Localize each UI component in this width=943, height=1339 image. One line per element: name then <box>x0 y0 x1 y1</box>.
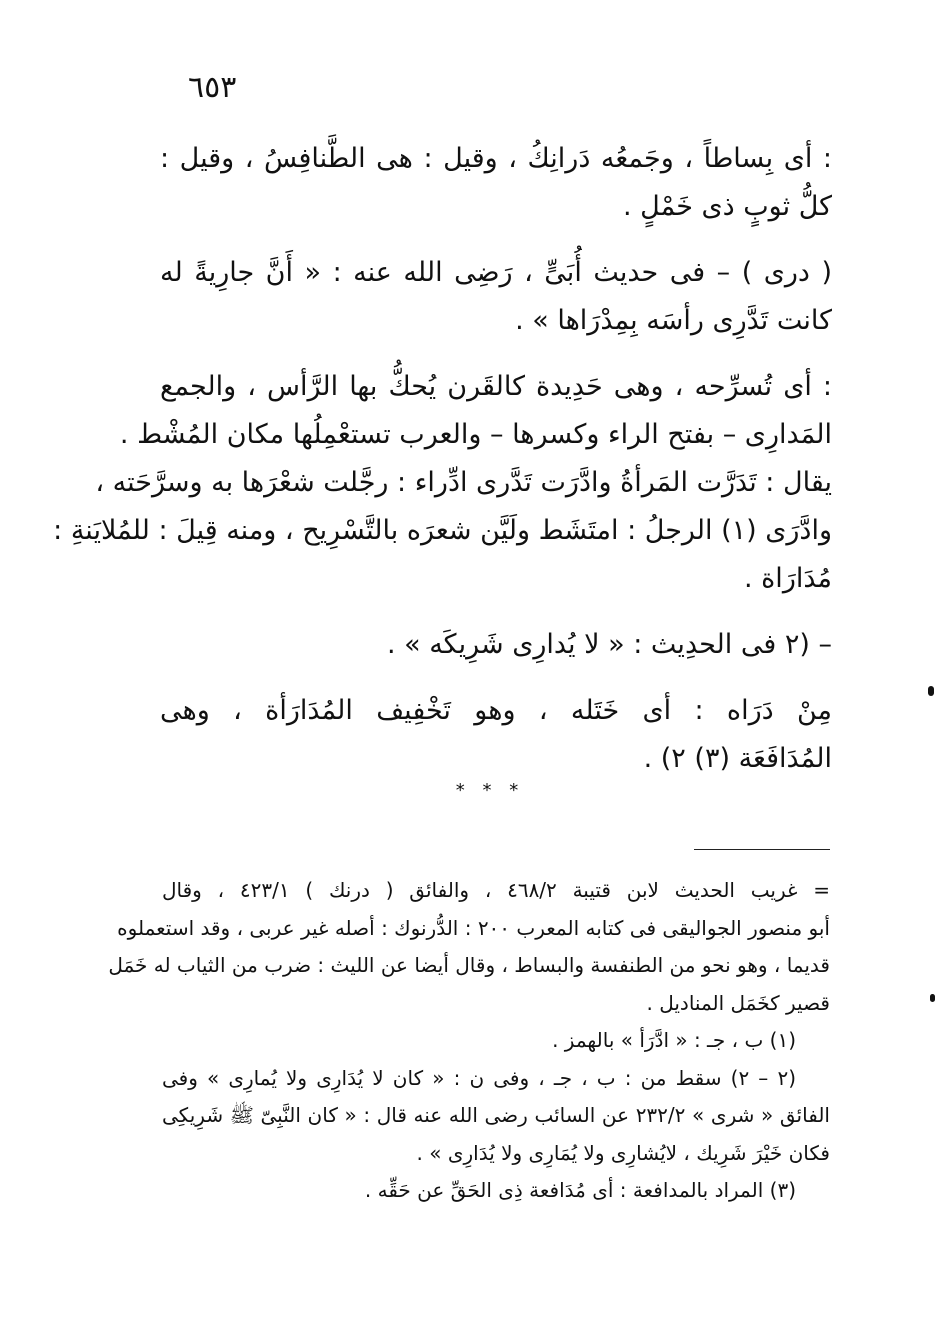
paragraph-4 <box>160 621 832 669</box>
paragraph-3 <box>53 363 832 603</box>
footnote-line: (٢ – ٢) سقط من : ب ، جـ ، وفى ن : « كان لا يُدَارِى ولا يُمارِى » وفى <box>162 1065 796 1090</box>
footnote-line: الفائق « شرى » ٢٣٢/٢ عن السائب رضى الله عنه قال : « كان النَّبِىّ ﷺ شَرِيكِى <box>162 1103 830 1127</box>
text-line: – (٢ فى الحدِيث : « لا يُدارِى شَرِيكَه » . <box>386 629 832 660</box>
text-line: المُدَافَعَة (٣) ٢) . <box>643 743 832 774</box>
footnote-line: (١) ب ، جـ : « ادَّرَأ » بالهمز . <box>552 1028 796 1052</box>
scan-speck <box>930 994 935 1002</box>
paragraph-1 <box>160 135 832 231</box>
paragraph-5 <box>160 687 832 783</box>
text-line: يقال : تَدَرَّت المَرأةُ وادَّرَت تَدَّرى ادِّراء : رجَّلت شعْرَها به وسرَّحَته ، <box>95 467 832 498</box>
text-line: مِنْ دَرَاه : أى خَتَله ، وهو تَخْفِيف المُدَارَأة ، وهى <box>160 695 832 726</box>
text-line: كلُّ ثوبٍ ذى خَمْلٍ . <box>623 191 832 222</box>
footnote-line: (٣) المراد بالمدافعة : أى مُدَافعة ذِى الحَقِّ عن حَقِّه . <box>364 1178 796 1202</box>
footnote-line: فكان خَيْرَ شَرِيك ، لايُشارِى ولا يُمَارِى ولا يُدَارِى » . <box>416 1140 830 1165</box>
paragraph-2 <box>160 249 832 345</box>
text-line: كانت تَدَّرِى رأسَه بِمِدْرَاها » . <box>515 305 832 336</box>
text-line: ( درى ) – فى حديث أُبَىٍّ ، رَضِى الله عنه : « أَنَّ جارِيةً له <box>160 257 832 288</box>
footnote-line: قصير كخَمَل المناديل . <box>646 990 830 1015</box>
footnote-line: قديما ، وهو نحو من الطنفسة والبساط ، وقال أيضا عن الليث : ضرب من الثياب له خَمَل <box>108 953 830 977</box>
text-line: وادَّرَى (١) الرجلُ : امتَشَط ولَيَّن شعرَه بالتَّسْرِيح ، ومنه قِيلَ : للمُلايَنةِ : <box>53 515 832 546</box>
footnote-line: أبو منصور الجواليقى فى كتابه المعرب ٢٠٠ : الدُّرنوك : أصله غير عربى ، وقد استعملوه <box>117 915 830 940</box>
text-line: المَدارِى – بفتح الراء وكسرها – والعرب تستعْمِلُها مكان المُشْط . <box>119 419 832 450</box>
page-number: ٦٥٣ <box>188 70 237 105</box>
scan-speck <box>928 686 934 696</box>
footnote-rule <box>694 849 830 850</box>
section-separator: * * * <box>455 780 525 801</box>
text-line: مُدَارَاة . <box>744 563 832 594</box>
footnotes <box>108 872 830 1210</box>
main-text <box>53 135 832 801</box>
text-line: : أى بِساطاً ، وجَمعُه دَرانِكُ ، وقيل : هى الطَّنافِسُ ، وقيل : <box>160 143 832 174</box>
text-line: : أى تُسرِّحه ، وهى حَدِيدة كالقَرن يُحكُّ بها الرَّأس ، والجمع <box>160 371 832 402</box>
footnote-line: = غريب الحديث لابن قتيبة ٤٦٨/٢ ، والفائق ( درنك ) ٤٢٣/١ ، وقال <box>162 878 830 902</box>
